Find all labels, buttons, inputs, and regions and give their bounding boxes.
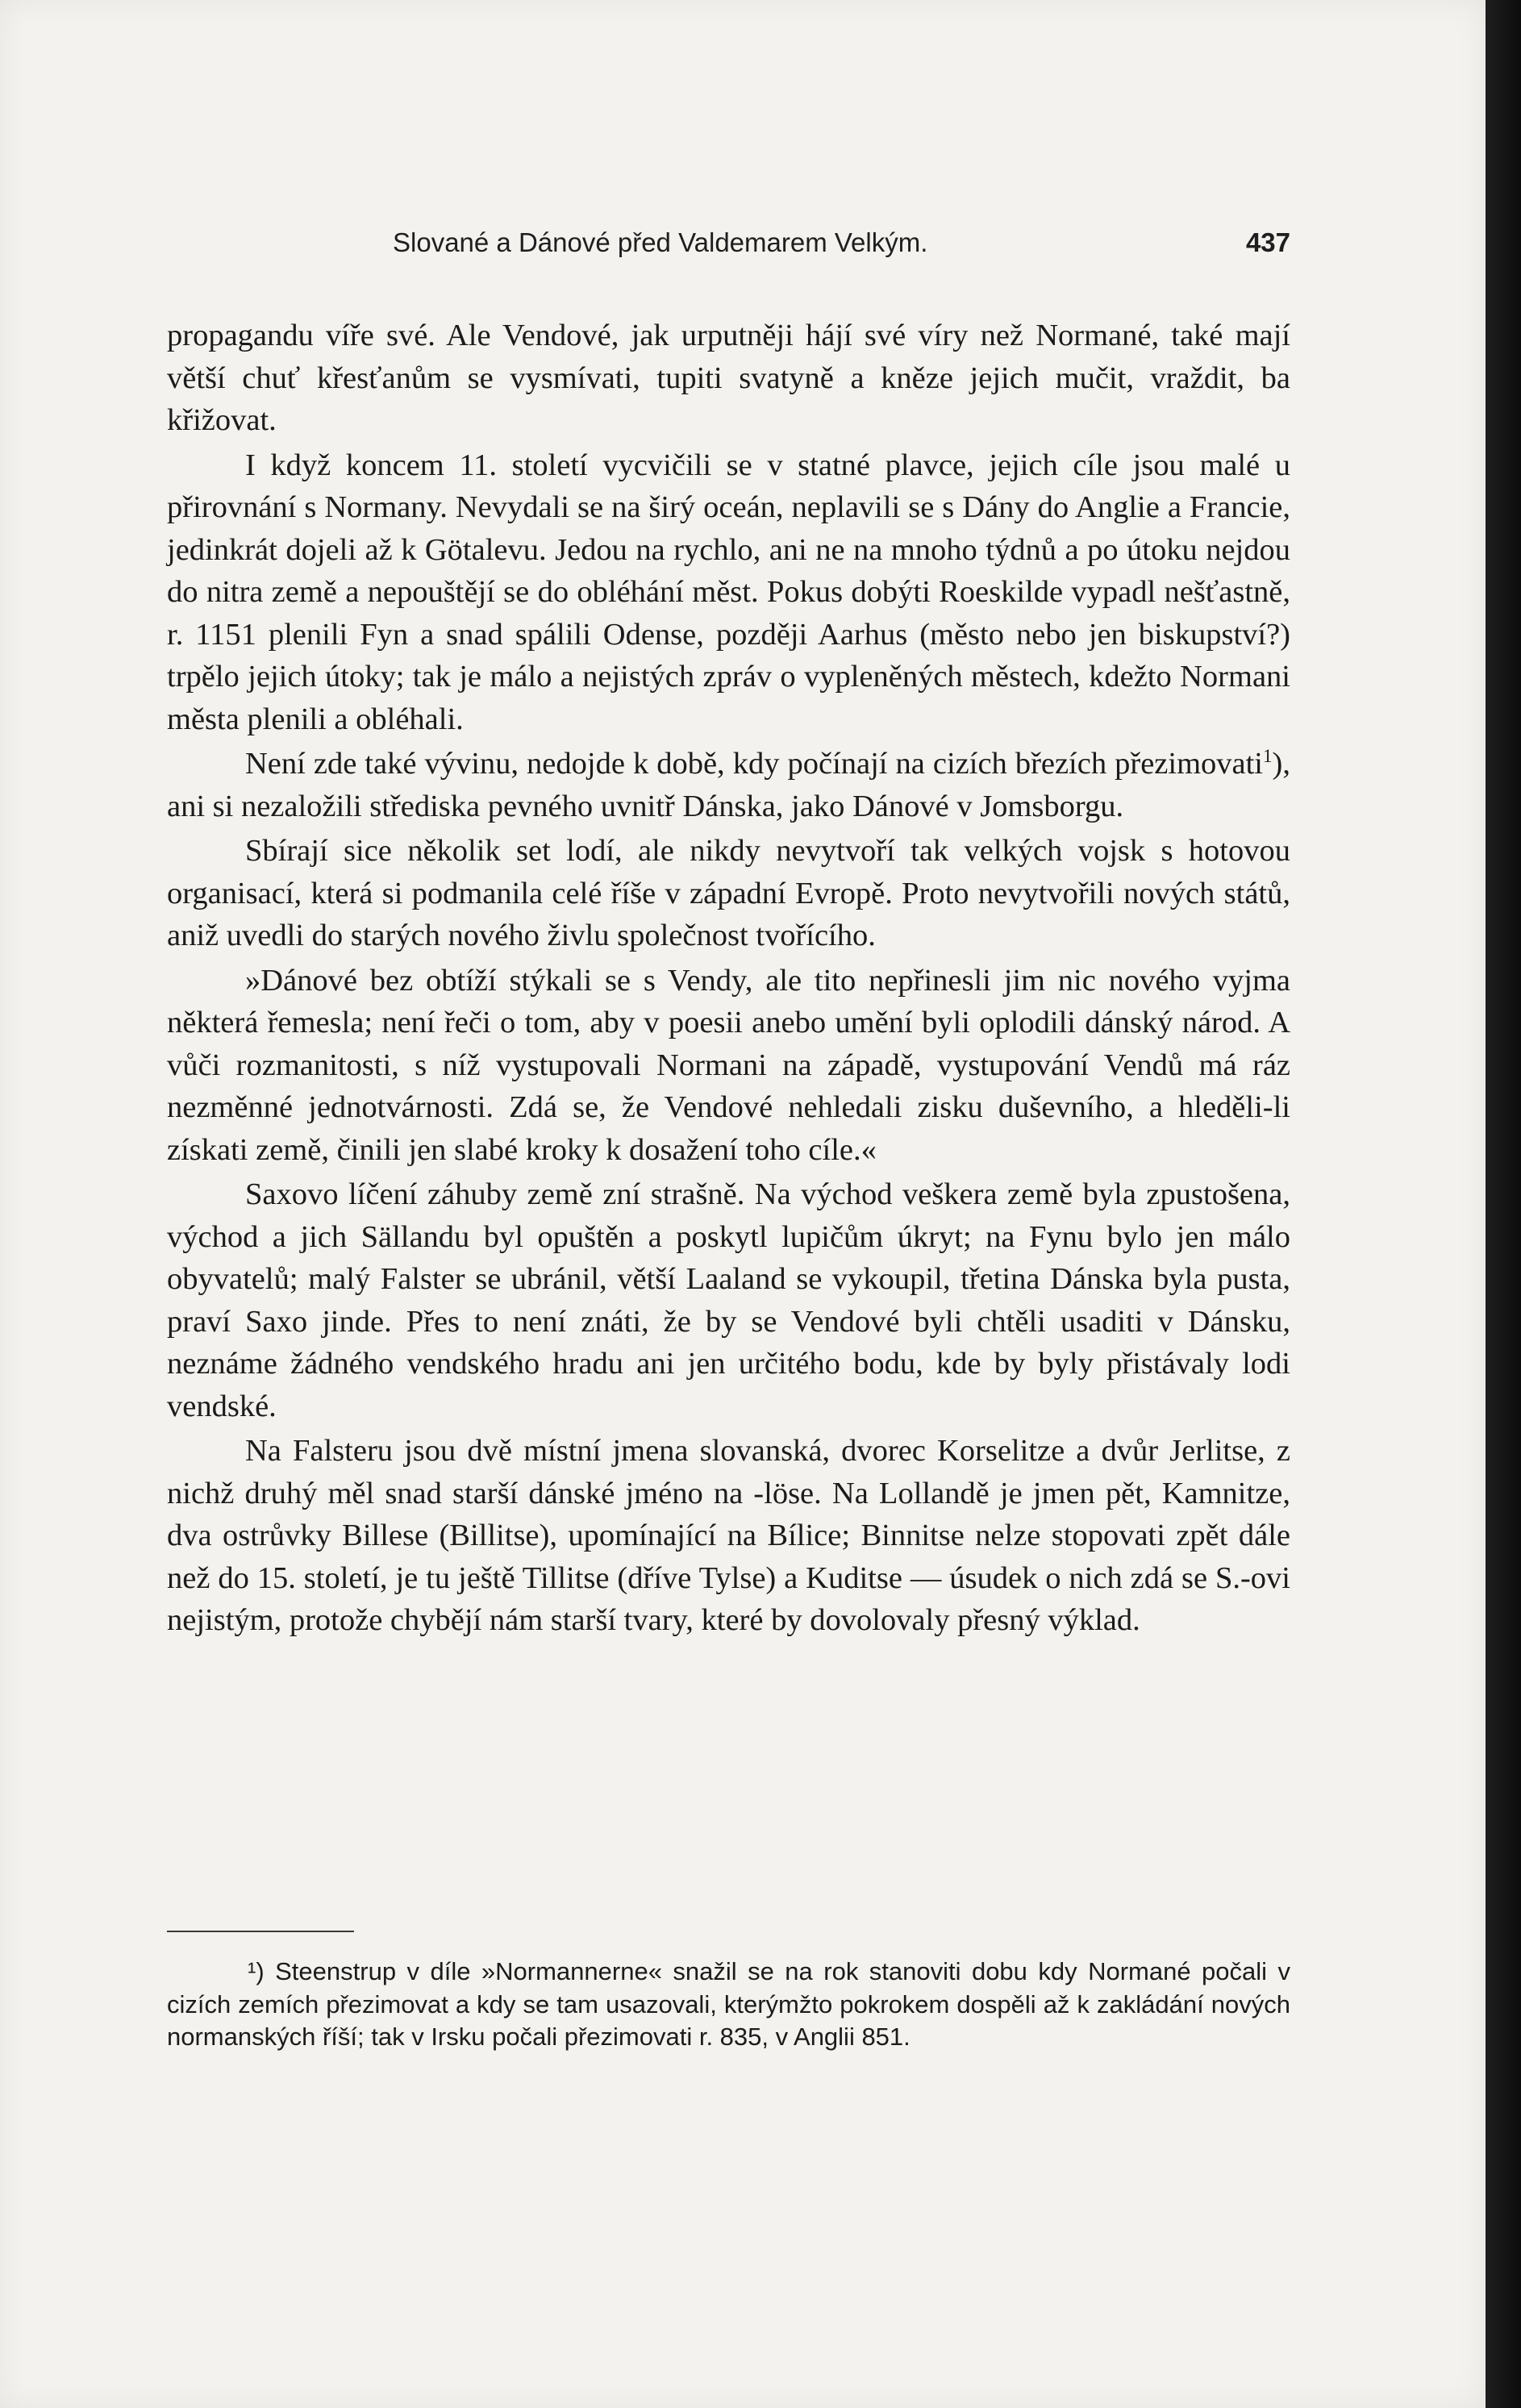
- paragraph-3-text-after-note: ), ani si nezaložili střediska pevného uvnitř Dánska, jako Dánové v Jomsborgu.: [167, 747, 1290, 823]
- page-header: [167, 227, 1290, 268]
- paragraph-6: Saxovo líčení záhuby země zní strašně. Na východ veškera země byla zpustošena, východ a jich Sällandu byl opuštěn a poskytl lupičům úkryt; na Fynu bylo jen málo obyvatelů; malý Falster se ubránil, větší Laaland se vykoupil, třetina Dánska byla pusta, praví Saxo jinde. Přes to není znáti, že by se Vendové byli chtěli usaditi v Dánsku, neznáme žádného vendského hradu ani jen určitého bodu, kde by byly přistávaly lodi vendské.: [167, 1177, 1290, 1423]
- footnote-divider: [167, 1931, 354, 1932]
- running-title: Slované a Dánové před Valdemarem Velkým.: [393, 227, 928, 257]
- scan-dark-edge: [1486, 0, 1521, 2408]
- paragraph-3-text-before-note: Není zde také vývinu, nedojde k době, kdy počínají na cizích březích přezimovati: [245, 747, 1263, 781]
- page-number: 437: [1245, 227, 1290, 257]
- body-text: [167, 315, 1290, 1644]
- footnote-1: [167, 1956, 1290, 2054]
- footnote-marker: ¹): [248, 1957, 265, 1985]
- paragraph-7: Na Falsteru jsou dvě místní jmena slovanská, dvorec Korselitze a dvůr Jerlitse, z nichž druhý měl snad starší dánské jméno na -löse. Na Lollandě je jmen pět, Kamnitze, dva ostrůvky Billese (Billitse), upomínající na Bílice; Binnitse nelze stopovati zpět dále než do 15. století, je tu ještě Tillitse (dříve Tylse) a Kuditse — úsudek o nich zdá se S.-ovi nejistým, protože chybějí nám starší tvary, které by dovolovaly přesný výklad.: [167, 1434, 1290, 1637]
- footnote-text: Steenstrup v díle »Normannerne« snažil se na rok stanoviti dobu kdy Normané počali v cizích zemích přezimovat a kdy se tam usazovali, kterýmžto pokrokem dospěli až k zakládání nových normanských říší; tak v Irsku počali přezimovati r. 835, v Anglii 851.: [167, 1957, 1290, 2051]
- paragraph-1: propagandu víře své. Ale Vendové, jak urputněji hájí své víry než Normané, také mají větší chuť křesťanům se vysmívati, tupiti svatyně a kněze jejich mučit, vraždit, ba křižovat.: [167, 319, 1290, 437]
- paragraph-3: [167, 743, 1290, 827]
- footnotes: [167, 1956, 1290, 2054]
- paragraph-5-quotation: »Dánové bez obtíží stýkali se s Vendy, ale tito nepřinesli jim nic nového vyjma některá řemesla; není řeči o tom, aby v poesii anebo umění byli oplodili dánský národ. A vůči rozmanitosti, s níž vystupovali Normani na západě, vystupování Vendů má ráz nezměnné jednotvárnosti. Zdá se, že Vendové nehledali zisku duševního, a hleděli-li získati země, činili jen slabé kroky k dosažení toho cíle.«: [167, 963, 1290, 1167]
- paragraph-2: I když koncem 11. století vycvičili se v statné plavce, jejich cíle jsou malé u přirovnání s Normany. Nevydali se na širý oceán, neplavili se s Dány do Anglie a Francie, jedinkrát dojeli až k Götalevu. Jedou na rychlo, ani ne na mnoho týdnů a po útoku nejdou do nitra země a nepouštějí se do obléhání měst. Pokus dobýti Roeskilde vypadl nešťastně, r. 1151 plenili Fyn a snad spálili Odense, později Aarhus (město nebo jen biskupství?) trpělo jejich útoky; tak je málo a nejistých zpráv o vypleněných městech, kdežto Normani města plenili a obléhali.: [167, 448, 1290, 736]
- footnote-reference: 1: [1263, 745, 1273, 767]
- paragraph-4: Sbírají sice několik set lodí, ale nikdy nevytvoří tak velkých vojsk s hotovou organisací, která si podmanila celé říše v západní Evropě. Proto nevytvořili nových států, aniž uvedli do starých nového živlu společnost tvořícího.: [167, 834, 1290, 952]
